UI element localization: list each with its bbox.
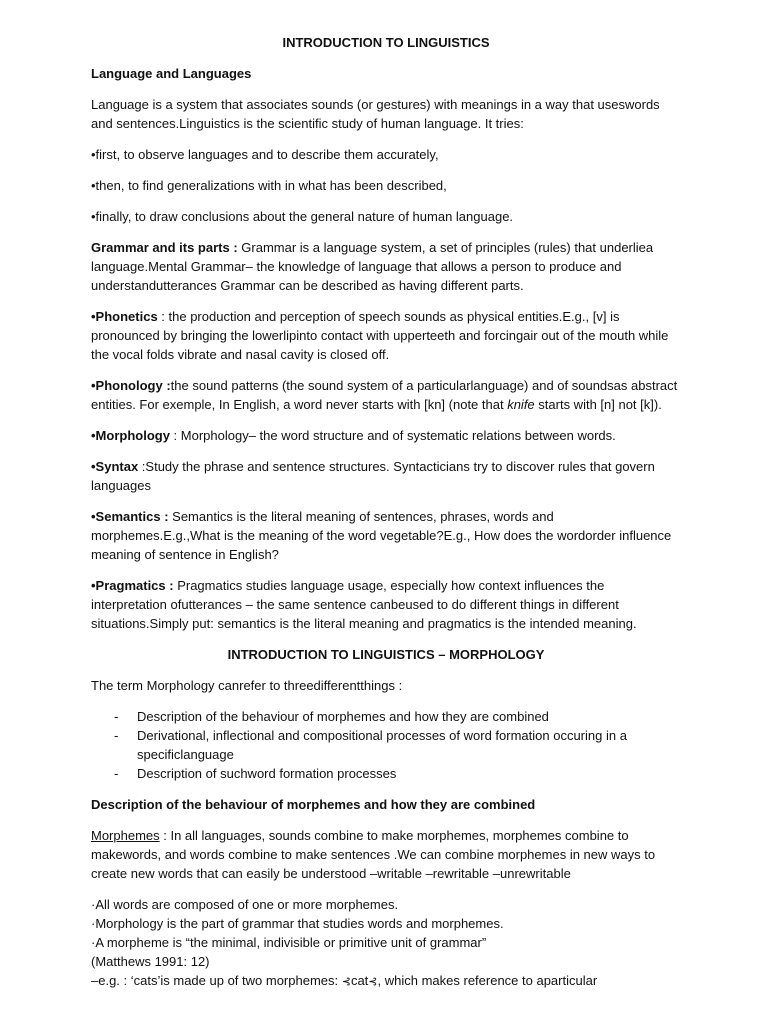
phonology-label: •Phonology : [91, 378, 171, 393]
note-line-4: (Matthews 1991: 12) [91, 954, 210, 969]
note-line-1: ·All words are composed of one or more morphemes. [91, 897, 399, 912]
dash-mark: - [114, 766, 119, 781]
dash-item-text: Description of suchword formation processes [137, 766, 397, 781]
grammar-label: Grammar and its parts : [91, 240, 238, 255]
example-middle: cat [350, 973, 369, 988]
morphology-paragraph [91, 426, 681, 445]
semantics-paragraph [91, 507, 681, 564]
dash-list-item [91, 764, 681, 783]
morphology-label: •Morphology [91, 428, 170, 443]
phonetics-text: : the production and perception of speech sounds as physical entities.E.g., [v] is pronounced by bringing the lowerlipinto contact with upperteeth and forcingair out of the mouth while the vocal folds vibrate and nasal cavity is closed off. [91, 309, 669, 362]
morpheme-bracket-glyph: ⊰ [368, 975, 378, 988]
phonology-italic-word: knife [507, 397, 535, 412]
phonology-paragraph [91, 376, 681, 414]
morphemes-label: Morphemes [91, 828, 160, 843]
phonetics-paragraph [91, 307, 681, 364]
phonetics-label: •Phonetics [91, 309, 158, 324]
example-suffix: , which makes reference to aparticular [377, 973, 598, 988]
syntax-label: •Syntax [91, 459, 139, 474]
example-prefix: –e.g. : ‘cats’is made up of two morphemes: [91, 973, 342, 988]
dash-mark: - [114, 709, 119, 724]
pragmatics-paragraph [91, 576, 681, 633]
semantics-text: Semantics is the literal meaning of sentences, phrases, words and morphemes.E.g.,What is the meaning of the word vegetable?E.g., How does the wordorder influence meaning of sentence in English? [91, 509, 672, 562]
morpheme-bracket-glyph: ⊰ [341, 975, 351, 988]
syntax-paragraph [91, 457, 681, 495]
example-line [91, 971, 681, 991]
morphology-title: INTRODUCTION TO LINGUISTICS – MORPHOLOGY [227, 647, 545, 662]
grammar-text: Grammar is a language system, a set of principles (rules) that underliea language.Mental Grammar– the knowledge of language that allows a person to produce and understandutterances Grammar can be described as having different parts. [91, 240, 654, 293]
section-heading-language: Language and Languages [91, 66, 252, 81]
intro-paragraph: Language is a system that associates sounds (or gestures) with meanings in a way that useswords and sentences.Linguistics is the scientific study of human language. It tries: [91, 97, 660, 131]
dash-mark: - [114, 728, 119, 743]
morphemes-paragraph [91, 826, 681, 883]
bullet-item-1: •first, to observe languages and to describe them accurately, [91, 147, 439, 162]
document-title: INTRODUCTION TO LINGUISTICS [282, 35, 490, 50]
term-intro: The term Morphology canrefer to threedifferentthings : [91, 678, 403, 693]
semantics-label: •Semantics : [91, 509, 169, 524]
bullet-item-3: •finally, to draw conclusions about the general nature of human language. [91, 209, 514, 224]
grammar-paragraph [91, 238, 681, 295]
dash-item-text: Description of the behaviour of morphemes and how they are combined [137, 709, 549, 724]
dash-list [91, 707, 681, 783]
phonology-text: the sound patterns (the sound system of a particularlanguage) and of soundsas abstract entities. For exemple, In English, a word never starts with [kn] (note that [91, 378, 678, 412]
note-line-2: ·Morphology is the part of grammar that studies words and morphemes. [91, 916, 504, 931]
morphology-text: : Morphology– the word structure and of systematic relations between words. [169, 428, 616, 443]
section-heading-morphemes: Description of the behaviour of morphemes and how they are combined [91, 797, 536, 812]
dash-list-item [91, 726, 681, 764]
pragmatics-label: •Pragmatics : [91, 578, 174, 593]
note-line-3: ·A morpheme is “the minimal, indivisible or primitive unit of grammar” [91, 935, 487, 950]
bullet-item-2: •then, to find generalizations with in what has been described, [91, 178, 447, 193]
dash-list-item [91, 707, 681, 726]
document-page [91, 33, 681, 991]
phonology-text-end: starts with [n] not [k]). [534, 397, 662, 412]
syntax-text: :Study the phrase and sentence structures. Syntacticians try to discover rules that govern languages [91, 459, 655, 493]
dash-item-text: Derivational, inflectional and compositional processes of word formation occuring in a specificlanguage [137, 728, 627, 762]
morphemes-text: : In all languages, sounds combine to make morphemes, morphemes combine to makewords, and words combine to make sentences .We can combine morphemes in new ways to create new words that can easily be understood –writable –rewritable –unrewritable [91, 828, 656, 881]
pragmatics-text: Pragmatics studies language usage, especially how context influences the interpretation ofutterances – the same sentence canbeused to do different things in different situations.Simply put: semantics is the literal meaning and pragmatics is the intended meaning. [91, 578, 637, 631]
